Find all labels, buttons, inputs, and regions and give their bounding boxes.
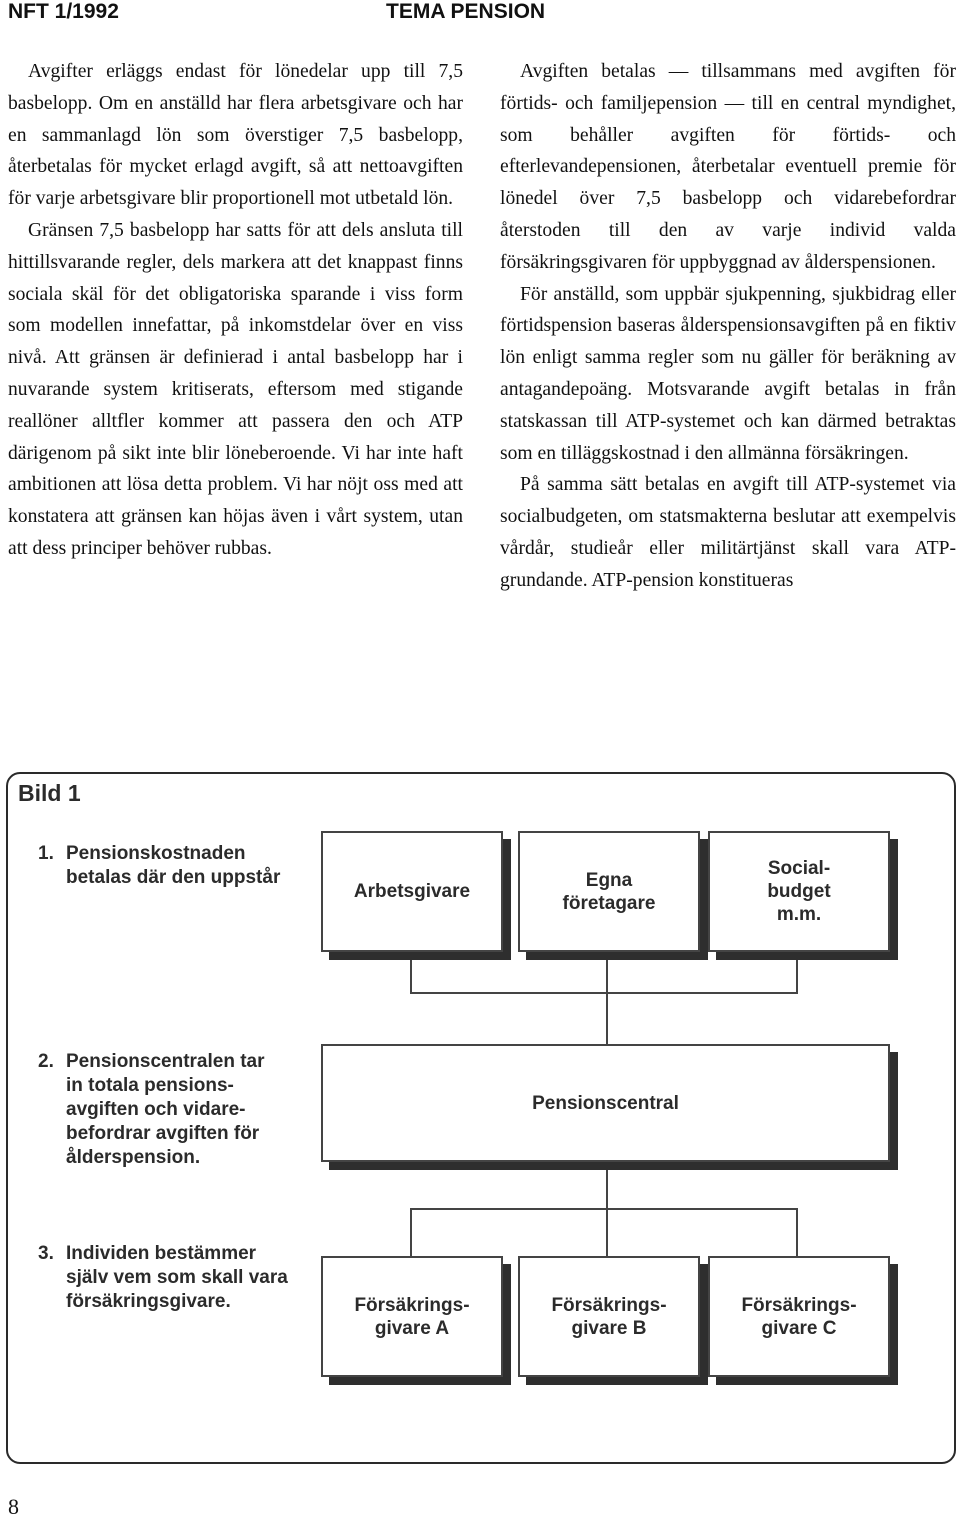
connector-line <box>606 1208 608 1256</box>
page-number: 8 <box>8 1494 19 1519</box>
connector-line <box>410 992 798 994</box>
connector-line <box>606 948 608 994</box>
section-title: TEMA PENSION <box>386 0 546 23</box>
connector-line <box>410 948 412 994</box>
body-paragraph: På samma sätt betalas en avgift till ATP-systemet via socialbudgeten, om statsmakterna beslutar att exempelvis vårdår, studieår eller militärtjänst skall vara ATP-grundande. ATP-pension konstitueras <box>500 474 956 591</box>
payer-box-arbetsgivare <box>321 831 503 952</box>
diagram-step-1 <box>38 842 338 890</box>
step-number: 2. <box>38 1051 54 1072</box>
connector-line <box>606 1158 608 1210</box>
step-number: 1. <box>38 843 54 864</box>
connector-line <box>796 948 798 994</box>
body-paragraph: För anställd, som uppbär sjukpenning, sjukbidrag eller förtidspension baseras ålderspensionsavgiften på en fiktiv lön enligt samma regler som nu gäller för beräkning av antagandepoäng. Motsvarande avgift betalas in från statskassan till ATP-systemet och kan därmed betraktas som en tilläggskostnad i den allmänna försäkringen. <box>500 283 956 464</box>
insurer-box-a <box>321 1256 503 1377</box>
box-label: Arbetsgivare <box>353 881 471 902</box>
body-paragraph: Gränsen 7,5 basbelopp har satts för att dels ansluta till hittillsvarande regler, dels markera att det knappast finns sociala skäl för det obligatoriska sparande i viss form som modellen innefattar, på inkomstdelar över en viss nivå. Att gränsen är definierad i antal basbelopp har i nuvarande system kritiserats, eftersom med stigande reallöner alltfler kommer att passera den och ATP därigenom på sikt inte blir löneberoende. Vi har inte haft ambitionen att lösa detta problem. Vi har nöjt oss med att konstatera att gränsen kan höjas även i vårt system, utan att dess principer behöver rubbas. <box>8 219 463 559</box>
step-text: Individen bestämmer själv vem som skall vara försäkringsgivare. <box>66 1243 288 1312</box>
box-label: Försäkrings-givare C <box>741 1294 857 1339</box>
figure-title: Bild 1 <box>18 780 81 806</box>
payer-box-egna-foretagare <box>518 831 700 952</box>
insurer-box-b <box>518 1256 700 1377</box>
box-label: Pensionscentral <box>532 1092 679 1114</box>
right-column <box>500 56 956 597</box>
connector-line <box>410 1208 798 1210</box>
page-header <box>0 0 960 34</box>
box-label: Försäkrings-givare A <box>354 1294 470 1339</box>
box-label: Försäkrings-givare B <box>551 1294 667 1339</box>
journal-issue: NFT 1/1992 <box>8 0 119 23</box>
box-label: Social-budget m.m. <box>767 858 831 925</box>
body-paragraph: Avgiften betalas — tillsammans med avgiften för förtids- och familjepension — till en central myndighet, som behåller avgiften för förtids- och efterlevandepensionen, återbetalar eventuell premie för lönedel över 7,5 basbelopp och vidarebefordrar återstoden till den av varje individ valda försäkringsgivaren för uppbyggnad av ålderspensionen. <box>500 61 956 273</box>
left-column <box>8 56 463 565</box>
insurer-box-c <box>708 1256 890 1377</box>
step-text: Pensionscentralen tar in totala pensions-avgiften och vidare-befordrar avgiften för ålderspension. <box>66 1051 265 1168</box>
diagram-step-2 <box>38 1050 338 1170</box>
diagram-step-3 <box>38 1242 338 1314</box>
connector-line <box>606 992 608 1044</box>
body-paragraph: Avgifter erläggs endast för lönedelar upp till 7,5 basbelopp. Om en anställd har flera arbetsgivare och har en sammanlagd lön som överstiger 7,5 basbelopp, återbetalas för mycket erlagd avgift, så att nettoavgiften för varje arbetsgivare blir proportionell mot utbetald lön. <box>8 61 463 210</box>
connector-line <box>796 1208 798 1256</box>
step-number: 3. <box>38 1243 54 1264</box>
figure-pension-diagram <box>6 772 956 1464</box>
payer-box-socialbudget <box>708 831 890 952</box>
step-text: Pensionskostnaden betalas där den uppstår <box>66 843 281 888</box>
box-label: Egna företagare <box>562 869 656 914</box>
connector-line <box>410 1208 412 1256</box>
central-box-pensionscentral <box>321 1044 890 1162</box>
